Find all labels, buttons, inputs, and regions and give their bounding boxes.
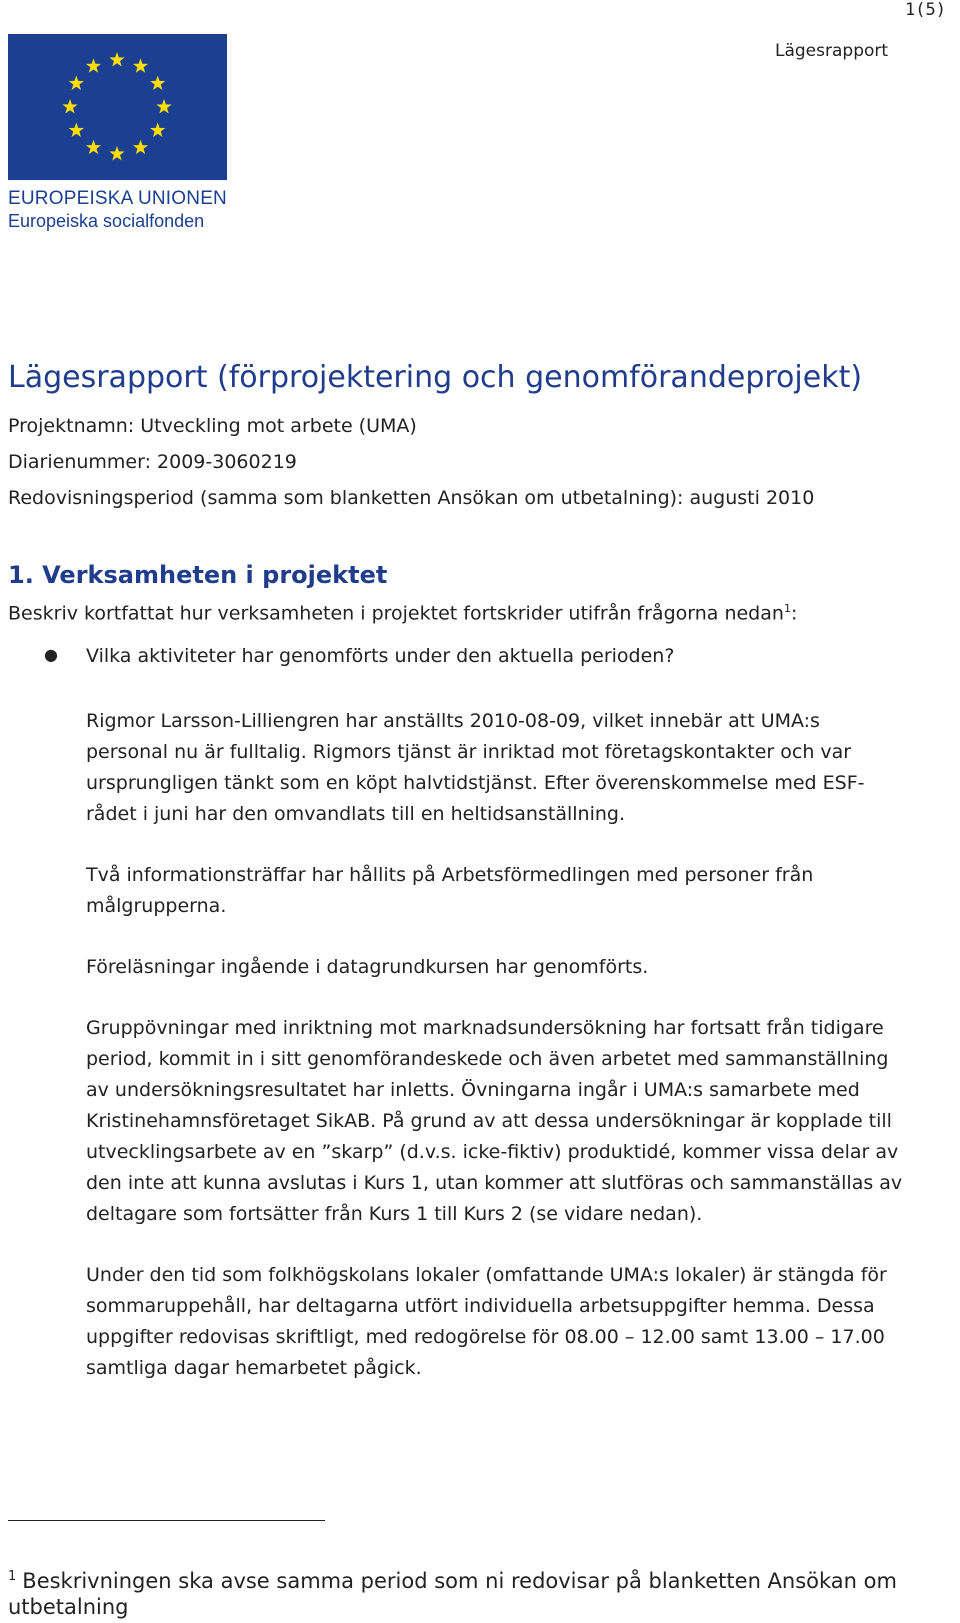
answer-paragraph: Rigmor Larsson-Lilliengren har anställts 2010-08-09, vilket innebär att UMA:s personal nu är fulltalig. Rigmors tjänst är inriktad mot företagskontakter och var ursprungligen tänkt som en köpt halvtidstjänst. Efter överenskommelse med ESF-rådet i juni har den omvandlats till en heltidsanställning. bbox=[86, 710, 865, 825]
footnote-divider bbox=[8, 1520, 325, 1521]
section-intro bbox=[8, 602, 797, 624]
bullet-icon: ● bbox=[44, 645, 58, 664]
footnote-text: Beskrivningen ska avse samma period som ni redovisar på blanketten Ansökan om utbetalning bbox=[8, 1569, 897, 1619]
header-title: Lägesrapport bbox=[775, 41, 889, 61]
section-heading: 1. Verksamheten i projektet bbox=[8, 561, 388, 589]
diary-number: Diarienummer: 2009-3060219 bbox=[8, 451, 297, 473]
eu-logo-line2: Europeiska socialfonden bbox=[8, 211, 205, 231]
eu-logo bbox=[8, 34, 228, 232]
question-text: Vilka aktiviteter har genomförts under den aktuella perioden? bbox=[86, 645, 675, 667]
answer-paragraph: Föreläsningar ingående i datagrundkursen har genomförts. bbox=[86, 956, 649, 978]
footnote-reference: 1 bbox=[783, 602, 791, 615]
project-name: Projektnamn: Utveckling mot arbete (UMA) bbox=[8, 415, 417, 437]
footnote bbox=[8, 1564, 908, 1620]
answer-block bbox=[86, 706, 906, 1414]
answer-paragraph: Gruppövningar med inriktning mot marknadsundersökning har fortsatt från tidigare period, kommit in i sitt genomförandeskede och även arbetet med sammanställning av undersökningsresultatet har inletts. Övningarna ingår i UMA:s samarbete med Kristinehamnsföretaget SikAB. På grund av att dessa undersökningar är kopplade till utvecklingsarbete av en ”skarp” (d.v.s. icke-fiktiv) produktidé, kommer vissa delar av den inte att kunna avslutas i Kurs 1, utan kommer att slutföras och sammanställas av deltagare som fortsätter från Kurs 1 till Kurs 2 (se vidare nedan). bbox=[86, 1017, 903, 1225]
reporting-period: Redovisningsperiod (samma som blanketten Ansökan om utbetalning): augusti 2010 bbox=[8, 487, 815, 509]
section-intro-colon: : bbox=[790, 602, 798, 625]
answer-paragraph: Under den tid som folkhögskolans lokaler (omfattande UMA:s lokaler) är stängda för sommaruppehåll, har deltagarna utfört individuella arbetsuppgifter hemma. Dessa uppgifter redovisas skriftligt, med redogörelse för 08.00 – 12.00 samt 13.00 – 17.00 samtliga dagar hemarbetet pågick. bbox=[86, 1264, 887, 1379]
section-intro-text: Beskriv kortfattat hur verksamheten i projektet fortskrider utifrån frågorna nedan bbox=[8, 602, 784, 625]
page-number: 1(5) bbox=[905, 0, 946, 20]
eu-flag-icon bbox=[8, 34, 227, 180]
answer-paragraph: Två informationsträffar har hållits på Arbetsförmedlingen med personer från målgrupperna. bbox=[86, 864, 814, 917]
eu-logo-line1: EUROPEISKA UNIONEN bbox=[8, 188, 227, 209]
document-title: Lägesrapport (förprojektering och genomförandeprojekt) bbox=[8, 360, 863, 395]
footnote-number: 1 bbox=[8, 1569, 17, 1584]
